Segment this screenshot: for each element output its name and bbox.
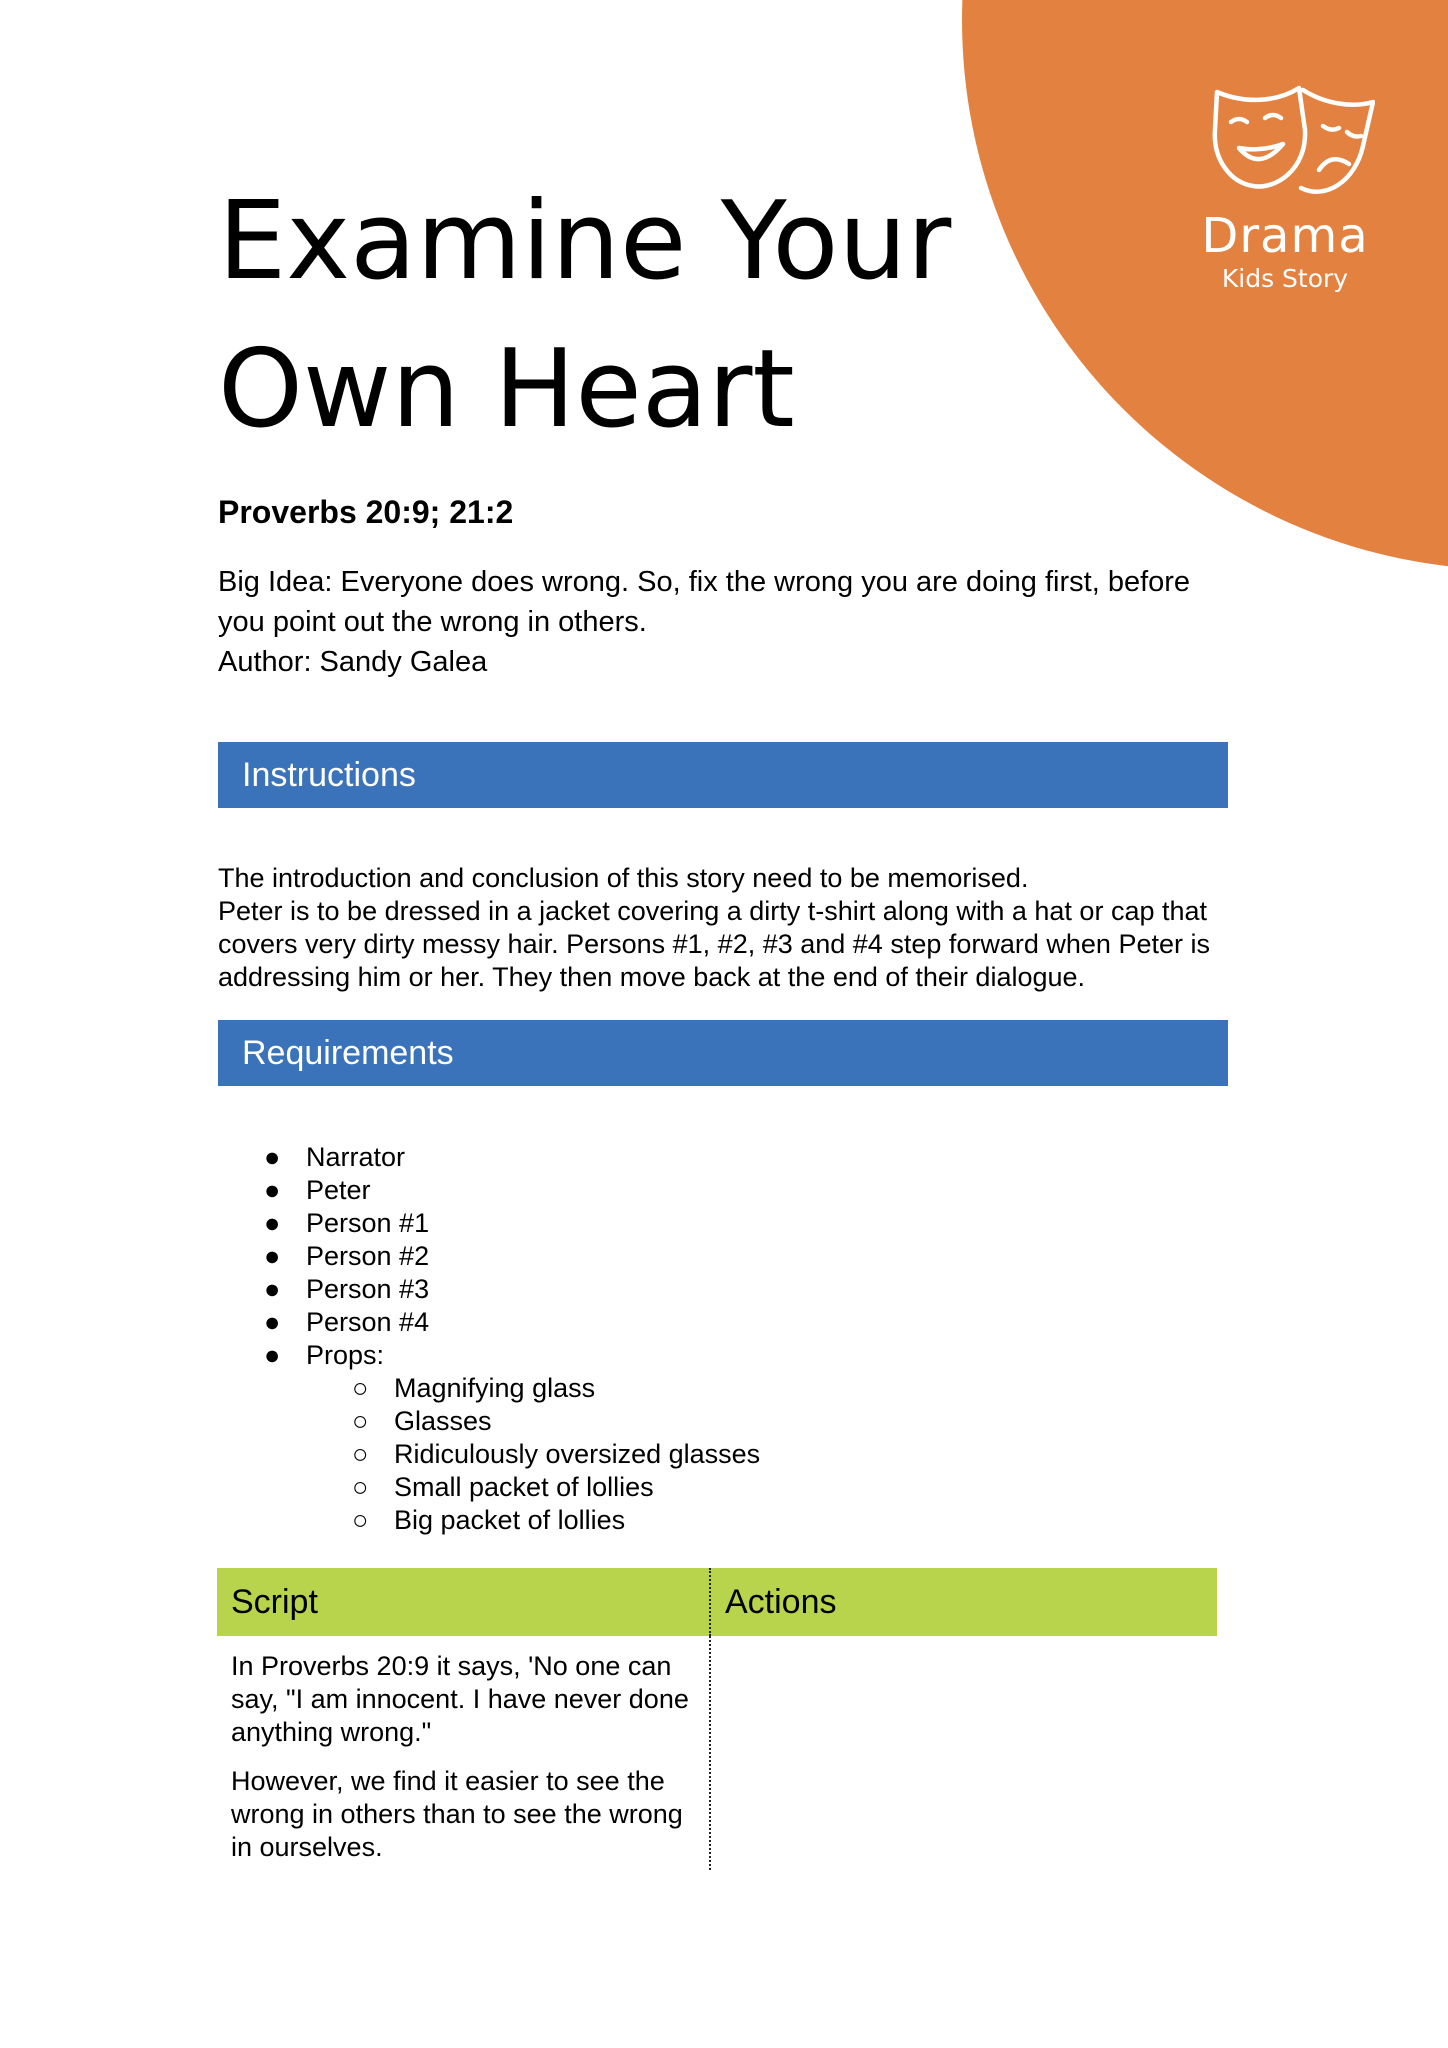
logo-title: Drama (1201, 208, 1369, 264)
list-item: ● Narrator (264, 1142, 406, 1172)
column-header-actions: Actions (725, 1583, 837, 1621)
script-paragraph: However, we find it easier to see the wrong in others than to see the wrong in ourselves. (231, 1766, 683, 1862)
actions-cell (711, 1636, 1217, 1870)
props-item: ○ Small packet of lollies (352, 1472, 654, 1502)
requirements-heading: Requirements (218, 1020, 1228, 1086)
list-item: ● Person #4 (264, 1307, 430, 1337)
list-item: ● Person #2 (264, 1241, 430, 1271)
table-row (217, 1636, 1217, 1870)
scripture-reference: Proverbs 20:9; 21:2 (218, 494, 514, 530)
instructions-line-1: The introduction and conclusion of this story need to be memorised. (218, 863, 1029, 893)
bullet-icon: ● (264, 1241, 281, 1271)
bullet-icon: ● (264, 1274, 281, 1304)
title-line-1: Examine Your (218, 179, 952, 304)
list-item: ● Person #3 (264, 1274, 430, 1304)
table-header (217, 1568, 1217, 1636)
bullet-icon: ● (264, 1175, 281, 1205)
author: Author: Sandy Galea (218, 646, 488, 678)
props-item: ○ Glasses (352, 1406, 492, 1436)
props-list (260, 1372, 760, 1537)
circle-bullet-icon: ○ (352, 1373, 369, 1403)
logo-subtitle: Kids Story (1221, 264, 1349, 293)
bullet-icon: ● (264, 1307, 281, 1337)
props-item: ○ Ridiculously oversized glasses (352, 1439, 761, 1469)
column-header-script: Script (217, 1568, 711, 1636)
theater-masks-icon (1160, 82, 1410, 200)
circle-bullet-icon: ○ (352, 1472, 369, 1502)
bullet-icon: ● (264, 1340, 281, 1370)
instructions-heading: Instructions (218, 742, 1228, 808)
script-cell (217, 1636, 711, 1870)
title-line-2: Own Heart (218, 327, 795, 452)
script-paragraph: In Proverbs 20:9 it says, 'No one can say, "I am innocent. I have never done anything wrong." (231, 1651, 689, 1747)
bullet-icon: ● (264, 1142, 281, 1172)
intro-block (218, 562, 1238, 682)
big-idea: Big Idea: Everyone does wrong. So, fix the wrong you are doing first, before you point out the wrong in others. (218, 566, 1191, 638)
instructions-line-2: Peter is to be dressed in a jacket covering a dirty t-shirt along with a hat or cap that covers very dirty messy hair. Persons #1, #2, #3 and #4 step forward when Peter is addressing him or her. They then move back at the end of their dialogue. (218, 896, 1210, 992)
circle-bullet-icon: ○ (352, 1505, 369, 1535)
bullet-icon: ● (264, 1208, 281, 1238)
list-item: ● Person #1 (264, 1208, 430, 1238)
list-item-props: ● Props: (264, 1340, 385, 1370)
instructions-text (218, 862, 1248, 994)
drama-logo (1160, 82, 1410, 294)
circle-bullet-icon: ○ (352, 1439, 369, 1469)
list-item: ● Peter (264, 1175, 371, 1205)
script-table (217, 1568, 1217, 1870)
circle-bullet-icon: ○ (352, 1406, 369, 1436)
requirements-list (260, 1141, 429, 1372)
props-item: ○ Big packet of lollies (352, 1505, 626, 1535)
page-title (218, 168, 978, 464)
props-item: ○ Magnifying glass (352, 1373, 596, 1403)
